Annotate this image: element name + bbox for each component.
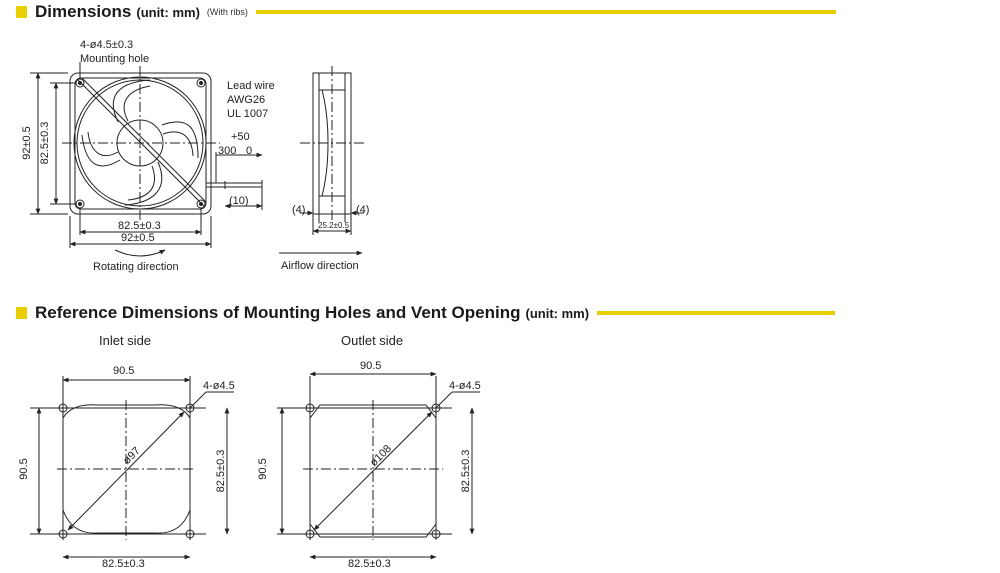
outlet-right-dim: 82.5±0.3 <box>460 449 472 493</box>
inlet-right-dim: 82.5±0.3 <box>215 449 227 493</box>
outlet-side-title: Outlet side <box>341 333 404 348</box>
tolerance-plus-label: +50 <box>231 131 250 143</box>
airflow-direction-label: Airflow direction <box>281 260 359 272</box>
section-unit: (unit: mm) <box>136 4 200 20</box>
outlet-bottom-dim: 82.5±0.3 <box>348 558 391 570</box>
inlet-left-dim: 90.5 <box>18 458 30 480</box>
section-title: Dimensions <box>35 2 132 21</box>
strip-length-label: (10) <box>229 195 249 207</box>
mounting-spec-label: 4-ø4.5±0.3 <box>80 39 134 51</box>
side-gap-left-label: (4) <box>292 204 306 216</box>
height-92-label: 92±0.5 <box>21 126 33 160</box>
inlet-top-dim: 90.5 <box>113 365 135 377</box>
tolerance-zero-label: 0 <box>246 145 253 157</box>
side-gap-right-label: (4) <box>356 204 370 216</box>
inlet-side-drawing <box>30 376 234 557</box>
awg-label: AWG26 <box>227 94 266 106</box>
depth-label: 25.2±0.5 <box>318 221 350 230</box>
rotating-direction-label: Rotating direction <box>93 261 179 273</box>
wire-length-label: 300 <box>218 145 237 157</box>
section-note: (With ribs) <box>206 7 248 17</box>
outlet-diameter-label: ø108 <box>367 442 394 469</box>
inlet-diameter-label: ø97 <box>120 444 143 467</box>
ul-label: UL 1007 <box>227 108 269 120</box>
mounting-hole-label: Mounting hole <box>80 53 150 65</box>
section-unit: (unit: mm) <box>525 305 590 321</box>
lead-wire-label: Lead wire <box>227 80 275 92</box>
height-825-label: 82.5±0.3 <box>39 121 51 165</box>
inlet-bottom-dim: 82.5±0.3 <box>102 558 145 570</box>
outlet-left-dim: 90.5 <box>257 458 269 480</box>
width-825-label: 82.5±0.3 <box>118 220 161 232</box>
width-92-label: 92±0.5 <box>121 232 155 244</box>
outlet-holes-label: 4-ø4.5 <box>449 380 481 392</box>
section-title: Reference Dimensions of Mounting Holes and Vent Opening <box>35 303 521 322</box>
outlet-top-dim: 90.5 <box>360 360 382 372</box>
inlet-holes-label: 4-ø4.5 <box>203 380 235 392</box>
inlet-side-title: Inlet side <box>99 333 152 348</box>
